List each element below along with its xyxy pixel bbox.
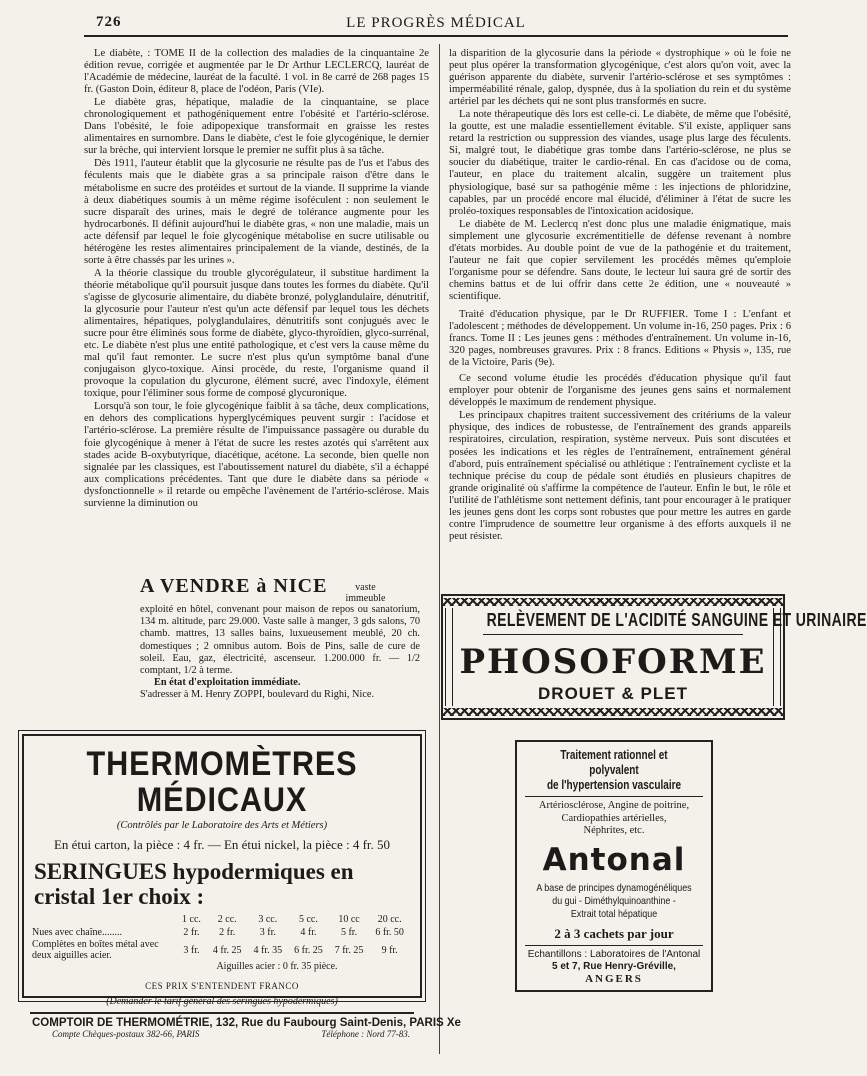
row-label: Nues avec chaîne........ bbox=[32, 927, 122, 938]
ad-thermo-comptoir: COMPTOIR DE THERMOMÉTRIE, 132, Rue du Faubourg Saint-Denis, PARIS Xe bbox=[32, 1017, 461, 1029]
table-cell: 5 fr. bbox=[340, 927, 358, 938]
table-row bbox=[32, 939, 410, 961]
ad-thermo-title: THERMOMÈTRES MÉDICAUX bbox=[86, 745, 358, 819]
ad-thermo-cheques: Compte Chèques-postaux 382-66, PARIS bbox=[52, 1029, 200, 1039]
page-header bbox=[84, 14, 788, 36]
review-paragraph: La note thérapeutique dès lors est celle-ci. Le diabète, de même que l'obésité, la goutte, est une maladie essentiellement évitable. S'il existe, appliquer sans retard la restriction ou suppression des viandes, usage plus large des féculents. Si, malgré tout, le diabétique gras tombe dans l'artério-sclérose, ne plus se soucier du diabétique, traiter le cardio-rénal. En cas d'acidose ou de coma, l'auteur, en place du traitement alcalin, suggère un traitement plus physiologique, basé sur sa pathogénie même : les injections de phloridzine, capables, par un procédé encore mal élucidé, d'éliminer à l'état de sucre les proléo-toxiques responsables de l'intoxication acidosique. bbox=[449, 109, 791, 217]
table-cell: 7 fr. 25 bbox=[334, 944, 364, 956]
ad-vendre-title: A VENDRE à NICE bbox=[140, 575, 328, 597]
table-row bbox=[32, 926, 410, 939]
ad-anto-rule bbox=[525, 796, 703, 797]
ad-phos-brand: PHOSOFORME bbox=[459, 642, 767, 682]
ad-phos-rule bbox=[483, 634, 743, 635]
review-paragraph: Le diabète de M. Leclercq n'est donc plus une maladie énigmatique, mais simplement une glycosurie excrémentitielle de défense revenant à nombre d'états morbides. Au double point de vue de la pathogénie et du traitement, l'auteur ne fait que copier servilement les procédés mêmes qu'emploie l'organisme pour se défendre. Sans doute, le lecteur lui saura gré de sortir des chemins battus et de lui offrir dans cette 2e édition, une « nouveauté » scientifique. bbox=[449, 218, 791, 302]
table-cell: 3 fr. bbox=[183, 944, 200, 956]
table-header-row bbox=[32, 913, 410, 926]
review-diabete-citation: Le diabète, : TOME II de la collection des maladies de la cinquantaine 2e édition revue, corrigée et augmentée par le Dr Arthur LECLERCQ, lauréat de l'Académie de médecine, lauréat de la faculté. 1 vol. in 8e carré de 268 pages 15 fr. (Gaston Doin, éditeur 8, place de l'odéon, Paris (VIe). bbox=[84, 48, 429, 96]
ad-anto-indic1: Artériosclérose, Angine de poitrine, bbox=[538, 800, 690, 811]
ad-anto-address: 5 et 7, Rue Henry-Gréville, bbox=[552, 960, 676, 972]
ad-anto-line2: de l'hypertension vasculaire bbox=[546, 778, 682, 792]
row-label: Complètes en boîtes métal avec deux aiguilles acier. bbox=[32, 939, 159, 961]
review-paragraph: Lorsqu'à son tour, le foie glycogénique faiblit à sa tâche, deux complications, en dehors des complications hyperglycémiques peuvent surgir : l'acidose et l'artério-sclérose. La première résulte de l'impuissance passagère ou durable du foie glycogénique à mener à l'état de sucre les restes azotés qui s'arrêtent aux stades acide B-oxybutyrique, diacétique, acétone. La seconde, bien quelle non signalée par les classiques, est l'aboutissement naturel du diabète, s'il a échappé aux complications précédentes. Tant que dure le diabète dans sa période « dysfonctionnelle » il retarde ou empêche l'avènement de l'artério-sclérose. Mais survienne la diminution ou bbox=[84, 401, 429, 509]
ad-anto-labo: Echantillons : Laboratoires de l'Antonal bbox=[527, 948, 701, 960]
ad-anto-base2: du gui - Diméthylquinoanthine - bbox=[552, 894, 676, 907]
left-column bbox=[84, 48, 429, 510]
ad-anto-indic3: Néphrites, etc. bbox=[583, 825, 645, 836]
ad-anto-line1: Traitement rationnel et polyvalent bbox=[560, 748, 668, 777]
table-cell: 4 fr. 35 bbox=[253, 944, 283, 956]
table-cell: 6 fr. 50 bbox=[375, 927, 404, 938]
ad-anto-rule bbox=[525, 945, 703, 946]
ad-thermo-seringues: SERINGUES hypodermiques en cristal 1er choix : bbox=[34, 859, 354, 909]
table-header-cell: 2 cc. bbox=[217, 914, 237, 925]
zigzag-border bbox=[443, 598, 783, 606]
ad-anto-city: ANGERS bbox=[585, 972, 643, 985]
review-paragraph: A la théorie classique du trouble glycorégulateur, il substitue hardiment la théorie métabolique qu'il poursuit jusque dans toutes les formes du diabète. Qu'il s'agisse de glycosurie alimentaire, du diabète bronzé, polyglandulaire, dénutritif, la glycosurie pour l'auteur n'est qu'un acte défensif par lequel tous les déchets alimentaires, hépatiques, polyglandulaires, dénutritifs sont conjugués avec le sucre pour être éliminés sous forme de diabète, glyco-thyroïdien, glyco-surrénal, etc. Le diabète n'est plus une entité pathologique, et c'est vers la cause même du mal qu'il faut remonter. Le sucre n'est plus qu'un symptôme banal d'une conjugaison glyco-toxique. Ainsi procède, du reste, l'organisme quand il provoque la copulation du glycurone, élément sucré, avec l'indoxyle, élément toxique, pour l'éliminer sous forme de composé glycuronique. bbox=[84, 267, 429, 400]
ad-vendre-tag: vaste immeuble bbox=[345, 582, 386, 604]
ad-phosoforme bbox=[441, 594, 867, 720]
ad-phos-headline: RELÈVEMENT DE L'ACIDITÉ SANGUINE ET URINAIRE bbox=[486, 610, 867, 630]
table-header-cell: 3 cc. bbox=[258, 914, 278, 925]
table-cell: 6 fr. 25 bbox=[294, 944, 323, 956]
page-number: 726 bbox=[96, 14, 122, 30]
table-cell: 2 fr. bbox=[219, 927, 236, 938]
table-cell: 4 fr. 25 bbox=[212, 944, 242, 956]
table-cell: 2 fr. bbox=[183, 927, 200, 938]
review-paragraph: Les principaux chapitres traitent successivement des critériums de la valeur physique, des indices de robustesse, de l'entraînement des grands appareils respiratoires, circulation, respiration, système nerveux. Puis sont discutées et posées les indications et les règles de l'entraînement, entraînement général d'abord, puis entraînement spécialisé ou athlétique : l'entraînement cycliste et la technique précise du coup de pédale sont étudiés en plusieurs chapitres de grande originalité où s'affirme la compétence de l'auteur. Enfin le but, le rôle et l'utilité de l'athlétisme sont nettement définis, tant pour encourager à le pratiquer les jeunes gens dont les corps sont robustes que pour mettre les autres en garde contre l'imprudence de soumettre leur organisme à des efforts auxquels il ne peut résister. bbox=[449, 410, 791, 542]
ad-thermo-aiguilles: Aiguilles acier : 0 fr. 35 pièce. bbox=[216, 961, 338, 972]
ad-thermo-subtitle: (Contrôlés par le Laboratoire des Arts et Métiers) bbox=[116, 820, 328, 831]
review-paragraph: Dès 1911, l'auteur établit que la glycosurie ne résulte pas de l'us et l'abus des féculents mais que le diabète gras a sa principale raison d'être dans le métabolisme en sucre des protéides et surtout de la viande. Il supprime la viande à deux diabétiques soumis à un même régime isoféculent : non seulement le sucre disparaît des urines, mais le degré de tolérance augmente pour les hydrocarbonés. Il définit aujourd'hui le diabète gras, « non une maladie, mais un acte défensif par lequel le foie glycogénique métabolise en sucre utilisable ou hétérogène les restes alimentaires principalement de la viande, destinés, de la sorte à être chassés par les urines ». bbox=[84, 158, 429, 266]
ad-thermo-tarif: (Demander le tarif général des seringues hypodermiques) bbox=[106, 996, 338, 1007]
ad-anto-base3: Extrait total hépatique bbox=[570, 907, 658, 920]
table-cell: 3 fr. bbox=[259, 927, 276, 938]
ad-thermo-prices: En étui carton, la pièce : 4 fr. — En étui nickel, la pièce : 4 fr. 50 bbox=[53, 837, 391, 852]
review-paragraph: la disparition de la glycosurie dans la période « dystrophique » où le foie ne peut plus opérer la transformation glycogénique, c'est alors qu'on voit, avec la guérison apparente du diabète, survenir l'artério-sclérose et ses symptômes : imperméabilité rénale, galop, dyspnée, dus à la spoliation du rein et du système artériel par les déchets qui ne sont plus transformés en sucre. bbox=[449, 48, 791, 108]
table-cell: 9 fr. bbox=[381, 944, 398, 956]
table-header-cell: 1 cc. bbox=[182, 914, 201, 925]
review-paragraph: Le diabète gras, hépatique, maladie de la cinquantaine, se place chronologiquement et pathogéniquement entre l'obésité et l'artério-sclérose. Dans l'obésité, le foie adipopexique transformait en graisse les restes alimentaires en surnombre. Dans le diabète, c'est le foie glycogénique, le dernier sur la brèche, qui intervient lorsque le premier ne suffit plus à sa tâche. bbox=[84, 97, 429, 157]
right-column bbox=[449, 48, 791, 543]
ad-thermo-footer bbox=[24, 1029, 420, 1039]
ad-vendre-state: En état d'exploitation immédiate. bbox=[154, 677, 301, 689]
ad-a-vendre bbox=[140, 575, 420, 702]
review-traite-citation: Traité d'éducation physique, par le Dr RUFFIER. Tome I : L'enfant et l'adolescent ; méthodes de développement. Un volume in-16, 250 pages. Prix : 6 francs. Tome II : Les jeunes gens : méthodes d'entraînement. Un volume in-16, 320 pages, nombreuses gravures. Prix : 8 francs. Editions « Physis », 135, rue de la Victoire, Paris (9e). bbox=[449, 308, 791, 369]
column-divider bbox=[439, 44, 440, 1054]
table-header-cell: 5 cc. bbox=[298, 914, 318, 925]
ad-anto-base1: A base de principes dynamogénéliques bbox=[536, 881, 692, 894]
header-rule bbox=[84, 35, 788, 37]
journal-title: LE PROGRÈS MÉDICAL bbox=[346, 15, 526, 31]
seringues-price-table bbox=[32, 913, 410, 961]
ad-vendre-body: exploité en hôtel, convenant pour maison de repos ou sanatorium, 134 m. altitude, parc 29.000. Vaste salle à manger, 3 gds salons, 70 chamb. mattres, 13 salles bains, luxueusement meublé, 20 ch. domestiques ; 2 omnibus autom. Bois de Pins, salle de cure de soleil. Eau, gaz, électricité, ascenseur. 1.200.000 fr. — 1/2 comptant, 1/2 à terme. bbox=[140, 604, 420, 677]
ad-anto-brand: Antonal bbox=[542, 841, 686, 878]
ad-thermo-franco: CES PRIX S'ENTENDENT FRANCO bbox=[145, 981, 299, 991]
review-paragraph: Ce second volume étudie les procédés d'éducation physique qu'il faut employer pour obtenir de l'organisme des jeunes gens sains et normalement développés le maximum de rendement physique. bbox=[449, 373, 791, 409]
ad-vendre-contact: S'adresser à M. Henry ZOPPI, boulevard du Righi, Nice. bbox=[140, 689, 375, 701]
ad-thermo-telephone: Téléphone : Nord 77-83. bbox=[321, 1029, 410, 1039]
ad-anto-indic2: Cardiopathies artérielles, bbox=[561, 812, 667, 824]
table-header-cell: 10 cc bbox=[338, 914, 360, 925]
zigzag-border bbox=[443, 708, 783, 716]
ad-anto-cachets: 2 à 3 cachets par jour bbox=[554, 925, 674, 941]
ad-thermometres bbox=[22, 734, 461, 1039]
table-cell: 4 fr. bbox=[300, 927, 317, 938]
ad-antonal bbox=[515, 740, 713, 992]
ad-phos-maker: DROUET & PLET bbox=[538, 684, 688, 703]
table-header-cell: 20 cc. bbox=[377, 914, 402, 925]
